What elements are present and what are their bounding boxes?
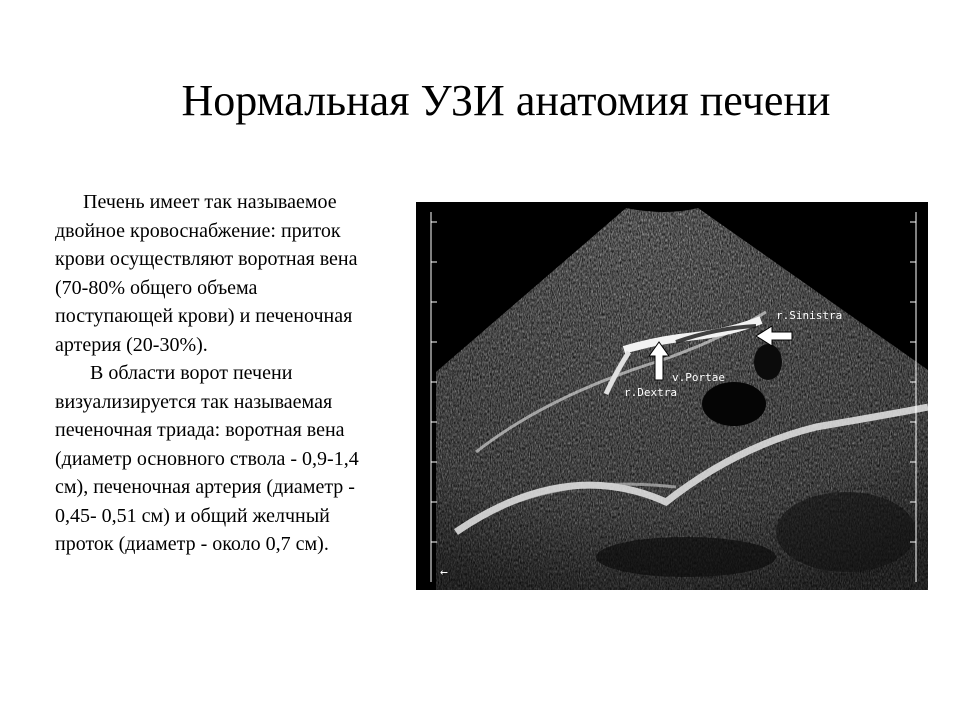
ultrasound-image	[416, 202, 928, 590]
label-v-portae: v.Portae	[672, 371, 725, 384]
label-r-sinistra: r.Sinistra	[776, 309, 843, 322]
paragraph-hepatic-triad: В области ворот печени визуализируется так называемая печеночная триада: воротная вена (диаметр основного ствола - 0,9-1,4 см), печеночная артерия (диаметр - 0,45- 0,51 см) и общий желчный проток (диаметр - около 0,7 см).	[55, 362, 359, 555]
scale-marker-icon: ←	[440, 565, 448, 580]
slide-body-text	[55, 188, 375, 559]
paragraph-blood-supply: Печень имеет так называемое двойное кровоснабжение: приток крови осуществляют воротная вена (70-80% общего объема поступающей крови) и печеночная артерия (20-30%).	[55, 191, 358, 356]
slide-title: Нормальная УЗИ анатомия печени	[181, 76, 831, 125]
ultrasound-scan	[416, 202, 928, 590]
label-r-dextra: r.Dextra	[624, 386, 677, 399]
